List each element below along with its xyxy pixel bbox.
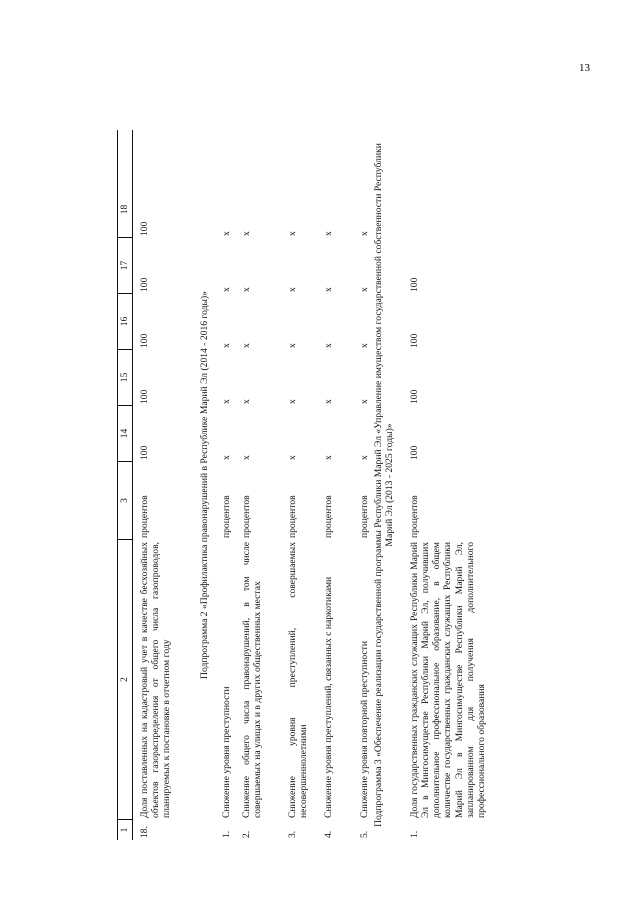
row-text: Снижение уровня повторной преступности	[359, 640, 370, 818]
row-number: 18.	[139, 826, 150, 838]
header-cell: 2	[118, 540, 132, 820]
row-text: Снижение уровня преступности	[221, 686, 232, 818]
row-value: х	[241, 399, 252, 404]
row-unit: процентов	[359, 495, 370, 538]
header-cell: 16	[118, 294, 132, 350]
row-value: х	[323, 231, 334, 236]
row-unit: процентов	[323, 495, 334, 538]
row-unit: процентов	[221, 495, 232, 538]
row-value: х	[359, 343, 370, 348]
row-number: 4.	[323, 830, 334, 838]
header-cell: 17	[118, 238, 132, 294]
row-value: х	[221, 399, 232, 404]
row-value: х	[221, 343, 232, 348]
row-number: 3.	[287, 830, 298, 838]
subprogram-title: Подпрограмма 2 «Профилактика правонарушений в Республике Марий Эл (2014 - 2016 годы)»	[199, 291, 210, 679]
table-row	[359, 182, 370, 840]
row-value: 100	[139, 221, 150, 236]
row-value: х	[241, 455, 252, 460]
row-unit: процентов	[409, 495, 420, 538]
row-unit: процентов	[139, 495, 150, 538]
table-row	[323, 182, 334, 840]
row-text: Снижение уровня преступлений, связанных с наркотиками	[323, 576, 334, 818]
row-unit: процентов	[287, 495, 298, 538]
header-cell: 3	[118, 462, 132, 540]
row-value: х	[359, 455, 370, 460]
row-value: 100	[409, 445, 420, 460]
row-value: х	[323, 455, 334, 460]
row-value: х	[359, 231, 370, 236]
row-value: 100	[409, 277, 420, 292]
header-cell: 14	[118, 406, 132, 462]
row-value: х	[221, 455, 232, 460]
row-value: 100	[409, 333, 420, 348]
subprogram-title: Подпрограмма 3 «Обеспечение реализации государственной программы Республики Марий Эл «Управление имуществом государственной собственности Республики Марий Эл (2013 - 2025 годы)»	[373, 143, 396, 827]
row-value: х	[241, 343, 252, 348]
row-value: х	[221, 231, 232, 236]
row-value: х	[221, 287, 232, 292]
header-cell: 1	[119, 827, 130, 833]
row-value: х	[287, 287, 298, 292]
row-number: 1.	[221, 830, 232, 838]
row-number: 5.	[359, 830, 370, 838]
header-cell: 18	[118, 182, 132, 238]
row-text: Доля государственных гражданских служащих Республики Марий Эл в Мингосимуществе Республики Марий Эл, получивших дополнительное профессиональное образование, в общем количестве государственных гражданских служащих Республики Марий Эл в Мингосимуществе Республики Марий Эл, запланированном для получения дополнительного профессионального образования	[409, 542, 487, 818]
row-value: 100	[139, 277, 150, 292]
row-value: х	[241, 231, 252, 236]
row-value: х	[287, 455, 298, 460]
row-text: Снижение уровня преступлений, совершаемых несовершеннолетними	[287, 542, 310, 818]
row-value: х	[359, 287, 370, 292]
row-value: х	[323, 399, 334, 404]
row-value: х	[323, 287, 334, 292]
row-value: 100	[409, 389, 420, 404]
row-text: Доля поставленных на кадастровый учет в качестве бесхозяйных объектов газораспределения от общего числа газопроводов, планируемых к постановке в отчетном году	[139, 542, 173, 818]
page-number: 13	[579, 62, 590, 74]
row-text: Снижение общего числа правонарушений, в том числе совершаемых на улицах и в других общественных местах	[241, 542, 264, 818]
rotated-table	[117, 80, 557, 840]
row-value: х	[287, 231, 298, 236]
row-value: х	[241, 287, 252, 292]
row-value: 100	[139, 333, 150, 348]
row-number: 1.	[409, 830, 420, 838]
row-value: х	[359, 399, 370, 404]
row-value: 100	[139, 389, 150, 404]
table-header	[117, 130, 133, 840]
row-unit: процентов	[241, 495, 252, 538]
table-row	[287, 182, 309, 840]
table-row	[241, 182, 263, 840]
row-number: 2.	[241, 830, 252, 838]
table-row	[139, 182, 172, 840]
row-value: 100	[139, 445, 150, 460]
row-value: х	[287, 399, 298, 404]
row-value: х	[287, 343, 298, 348]
header-cell: 15	[118, 350, 132, 406]
table-row	[409, 182, 487, 840]
row-value: х	[323, 343, 334, 348]
row-value	[409, 182, 487, 238]
table-row	[221, 182, 232, 840]
